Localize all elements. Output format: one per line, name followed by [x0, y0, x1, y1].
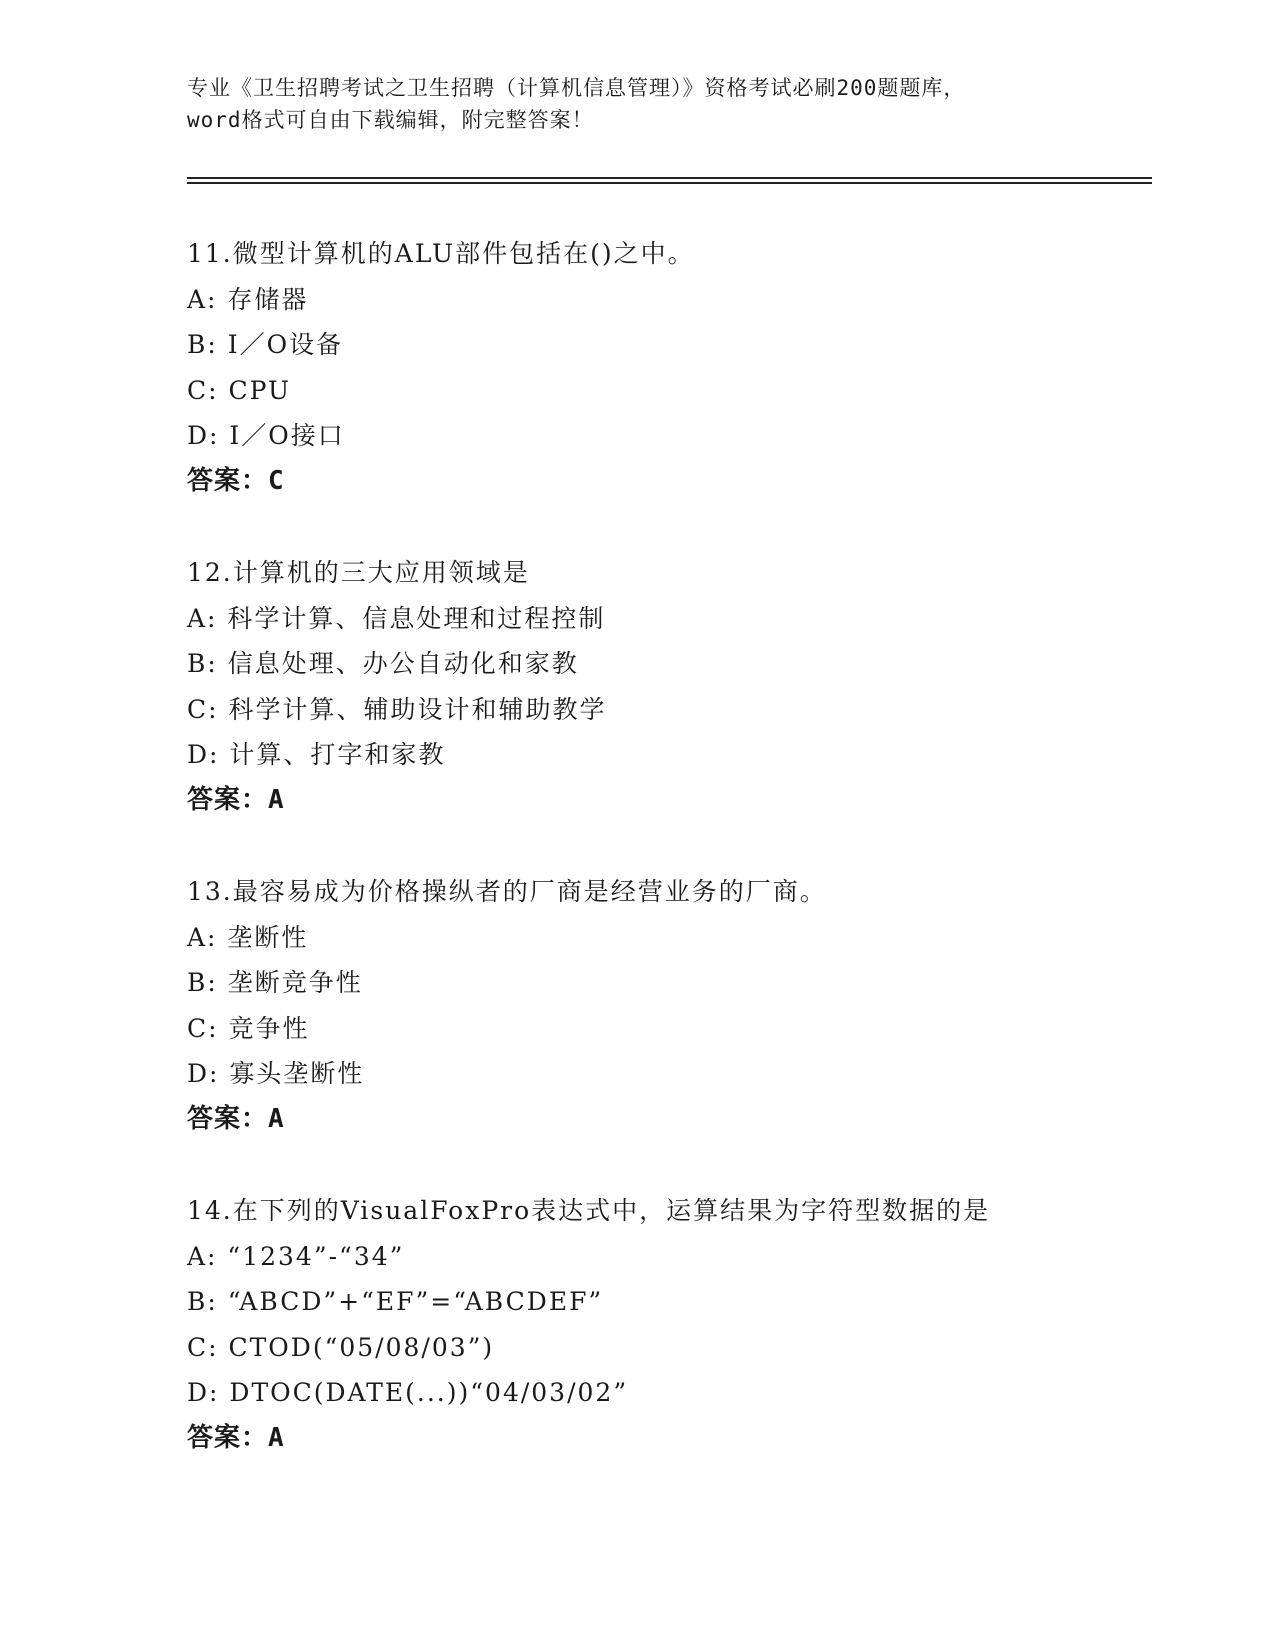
document-header — [187, 72, 1107, 136]
option-d: D: I／O接口 — [187, 421, 345, 450]
question-stem: 11.微型计算机的ALU部件包括在()之中。 — [187, 239, 695, 268]
option-a: A: 垄断性 — [187, 922, 309, 952]
option-d: D: 计算、打字和家教 — [187, 740, 446, 769]
option-c: C: CPU — [187, 375, 292, 405]
header-line-2: word格式可自由下载编辑，附完整答案！ — [187, 108, 594, 132]
answer-text: 答案：C — [187, 465, 285, 496]
answer-text: 答案：A — [187, 1103, 285, 1134]
option-c: C: CTOD(“05/08/03”) — [187, 1332, 495, 1362]
question-14 — [187, 1188, 1187, 1507]
answer-text: 答案：A — [187, 784, 285, 815]
answer-text: 答案：A — [187, 1422, 285, 1453]
option-b: B: “ABCD”+“EF”=“ABCDEF” — [187, 1287, 604, 1316]
header-line-1: 专业《卫生招聘考试之卫生招聘（计算机信息管理）》资格考试必刷200题题库， — [187, 76, 966, 100]
option-c: C: 竞争性 — [187, 1013, 310, 1043]
option-a: A: “1234”-“34” — [187, 1241, 405, 1271]
header-divider-bottom — [187, 182, 1152, 184]
option-b: B: 信息处理、办公自动化和家教 — [187, 649, 579, 678]
question-12 — [187, 550, 1187, 869]
option-a: A: 存储器 — [187, 284, 309, 314]
question-13 — [187, 869, 1187, 1188]
option-a: A: 科学计算、信息处理和过程控制 — [187, 603, 606, 633]
question-list — [187, 231, 1187, 1507]
option-b: B: 垄断竞争性 — [187, 968, 363, 997]
header-divider-top — [187, 177, 1152, 179]
question-11 — [187, 231, 1187, 550]
question-stem: 12.计算机的三大应用领域是 — [187, 558, 530, 587]
question-stem: 14.在下列的VisualFoxPro表达式中，运算结果为字符型数据的是 — [187, 1196, 991, 1225]
option-b: B: I／O设备 — [187, 330, 344, 359]
option-c: C: 科学计算、辅助设计和辅助教学 — [187, 694, 607, 724]
option-d: D: DTOC(DATE(...))“04/03/02” — [187, 1378, 629, 1407]
option-d: D: 寡头垄断性 — [187, 1059, 365, 1088]
question-stem: 13.最容易成为价格操纵者的厂商是经营业务的厂商。 — [187, 877, 827, 906]
